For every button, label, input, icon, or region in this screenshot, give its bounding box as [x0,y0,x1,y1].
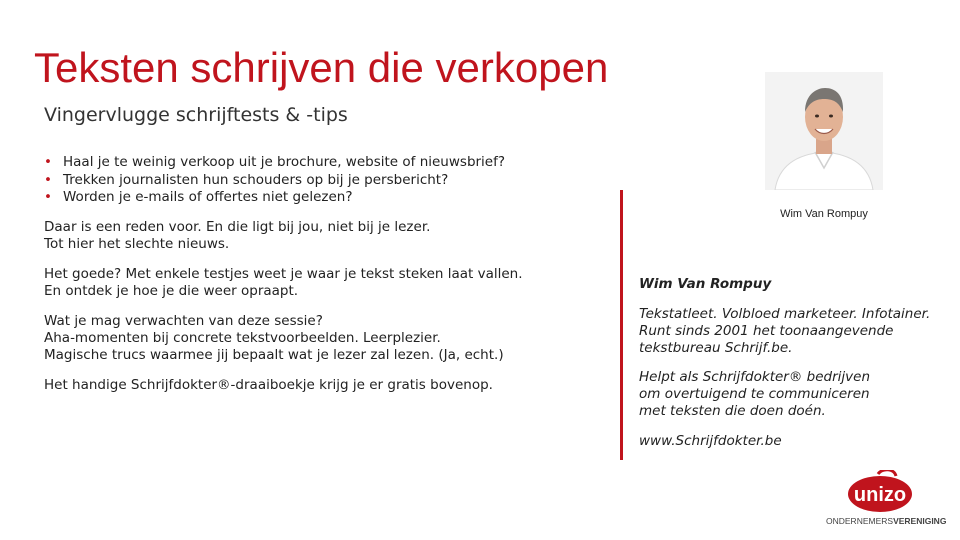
vertical-divider [620,190,623,460]
paragraph-expectations: Wat je mag verwachten van deze sessie? Aha-momenten bij concrete tekstvoorbeelden. Leerplezier. Magische trucs waarmee jij bepaalt wat je lezer zal lezen. (Ja, echt.) [44,313,504,363]
unizo-logo [826,470,947,530]
paragraph-reason: Daar is een reden voor. En die ligt bij jou, niet bij je lezer. Tot hier het slechte nieuws. [44,219,431,252]
bullet-item: • Haal je te weinig verkoop uit je brochure, website of nieuwsbrief? [44,154,505,172]
bullet-item: • Trekken journalisten hun schouders op bij je persbericht? [44,172,505,190]
unizo-logo-icon [826,470,934,516]
speaker-photo [765,72,883,190]
paragraph-bonus: Het handige Schrijfdokter®-draaiboekje krijg je er gratis bovenop. [44,377,493,393]
speaker-bio-mission: Helpt als Schrijfdokter® bedrijven om overtuigend te communiceren met teksten die doen doén. [639,369,870,419]
photo-caption: Wim Van Rompuy [780,208,868,220]
speaker-website: www.Schrijfdokter.be [639,433,782,449]
speaker-portrait-icon [765,72,883,190]
logo-tagline: ONDERNEMERSVERENIGING [826,516,947,526]
bullet-list [44,154,505,207]
speaker-name: Wim Van Rompuy [639,276,772,292]
slide-subtitle: Vingervlugge schrijftests & -tips [44,104,348,126]
slide-title: Teksten schrijven die verkopen [34,44,609,91]
logo-brand: unizo [853,484,907,506]
paragraph-good-news: Het goede? Met enkele testjes weet je waar je tekst steken laat vallen. En ontdek je hoe je die weer opraapt. [44,266,523,299]
speaker-bio-intro: Tekstatleet. Volbloed marketeer. Infotainer. Runt sinds 2001 het toonaangevende tekstbureau Schrijf.be. [639,306,931,356]
bullet-item: • Worden je e-mails of offertes niet gelezen? [44,189,505,207]
